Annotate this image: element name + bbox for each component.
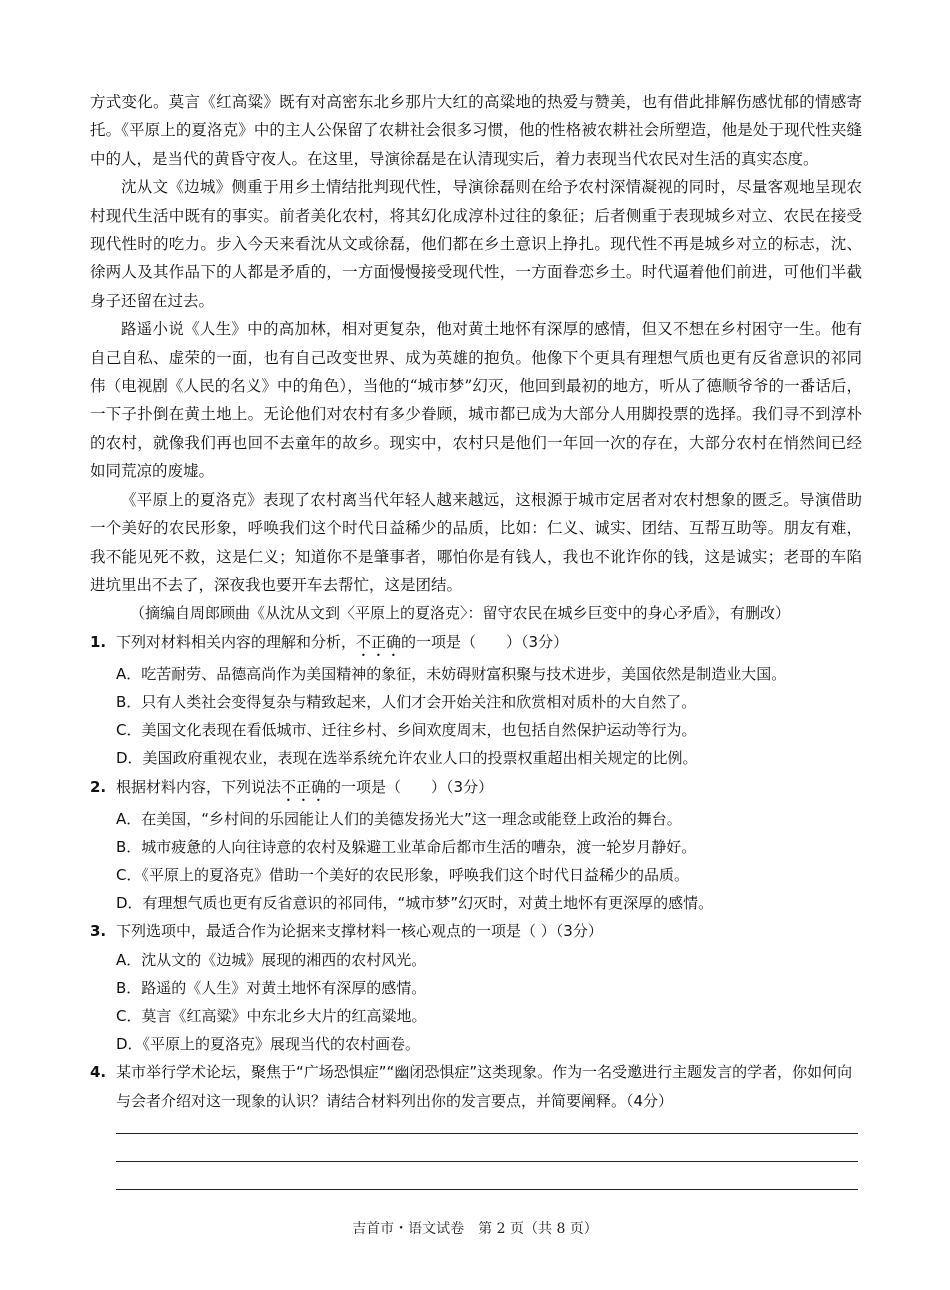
question-2-stem-b: 的一项是（ ）（3分）: [326, 777, 494, 796]
question-1-option-b[interactable]: B．只有人类社会变得复杂与精致起来，人们才会开始关注和欣赏相对质朴的大自然了。: [116, 692, 697, 711]
question-1-number: 1.: [90, 632, 107, 651]
question-4-number: 4.: [90, 1063, 107, 1082]
question-4-text: 某市举行学术论坛，聚焦于“广场恐惧症”“幽闭恐惧症”这类现象。作为一名受邀进行主题发言的学者，你如何向与会者介绍对这一现象的认识？请结合材料列出你的发言要点，并简要阐释。（4分）: [116, 1063, 853, 1110]
question-2: [90, 773, 862, 918]
question-2-option-d[interactable]: D．有理想气质也更有反省意识的祁同伟，“城市梦”幻灭时，对黄土地怀有更深厚的感情。: [116, 894, 714, 913]
passage-paragraph-1: 方式变化。莫言《红高粱》既有对高密东北乡那片大红的高粱地的热爱与赞美，也有借此排解伤感忧郁的情感寄托。《平原上的夏洛克》中的主人公保留了农耕社会很多习惯，他的性格被农耕社会所塑造，他是处于现代性夹缝中的人，是当代的黄昏守夜人。在这里，导演徐磊是在认清现实后，着力表现当代农民对生活的真实态度。: [90, 93, 862, 168]
question-3-number: 3.: [90, 922, 107, 941]
passage-source: （摘编自周郎顾曲《从沈从文到〈平原上的夏洛克〉：留守农民在城乡巨变中的身心矛盾》，有删改）: [130, 604, 791, 623]
exam-page: [90, 88, 862, 1190]
question-3-option-c[interactable]: C．莫言《红高粱》中东北乡大片的红高粱地。: [116, 1006, 427, 1025]
question-1-emphasis: 不正确: [356, 632, 402, 651]
question-2-number: 2.: [90, 777, 107, 796]
page-footer: 吉首市・语文试卷 第 2 页（共 8 页）: [352, 1221, 598, 1237]
question-1-option-c[interactable]: C．美国文化表现在看低城市、迁往乡村、乡间欢度周末，也包括自然保护运动等行为。: [116, 721, 697, 740]
question-3-option-a[interactable]: A．沈从文的《边城》展现的湘西的农村风光。: [116, 950, 427, 969]
question-4: [90, 1058, 862, 1189]
question-3-text: 下列选项中，最适合作为论据来支撑材料一核心观点的一项是（ ）（3分）: [116, 922, 603, 941]
question-1-stem: [90, 628, 862, 660]
question-4-stem: [90, 1058, 862, 1114]
question-2-option-b[interactable]: B．城市疲惫的人向往诗意的农村及躲避工业革命后都市生活的嘈杂，渡一轮岁月静好。: [116, 837, 697, 856]
question-2-option-c[interactable]: C．《平原上的夏洛克》借助一个美好的农民形象，呼唤我们这个时代日益稀少的品质。: [116, 865, 689, 884]
question-2-option-a[interactable]: A．在美国，“乡村间的乐园能让人们的美德发扬光大”这一理念或能登上政治的舞台。: [116, 809, 682, 828]
question-1-option-a[interactable]: A．吃苦耐劳、品德高尚作为美国精神的象征，未妨碍财富积聚与技术进步，美国依然是制造业大国。: [116, 664, 787, 683]
question-1-stem-b: 的一项是（ ）（3分）: [401, 632, 569, 651]
question-1-stem-a: 下列对材料相关内容的理解和分析，: [116, 632, 357, 651]
question-1: [90, 628, 862, 773]
question-1-option-d[interactable]: D．美国政府重视农业，表现在选举系统允许农业人口的投票权重超出相关规定的比例。: [116, 749, 698, 768]
answer-line-3[interactable]: [116, 1189, 858, 1190]
question-3-option-d[interactable]: D．《平原上的夏洛克》展现当代的农村画卷。: [116, 1035, 421, 1054]
question-3: [90, 917, 862, 1058]
question-2-emphasis: 不正确: [281, 777, 327, 796]
question-2-stem: [90, 773, 862, 805]
passage-paragraph-3: 路遥小说《人生》中的高加林，相对更复杂，他对黄土地怀有深厚的感情，但又不想在乡村困守一生。他有自己自私、虚荣的一面，也有自己改变世界、成为英雄的抱负。他像下个更具有理想气质也更有反省意识的祁同伟（电视剧《人民的名义》中的角色），当他的“城市梦”幻灭，他回到最初的地方，听从了德顺爷爷的一番话后，一下子扑倒在黄土地上。无论他们对农村有多少眷顾，城市都已成为大部分人用脚投票的选择。我们寻不到淳朴的农村，就像我们再也回不去童年的故乡。现实中，农村只是他们一年回一次的存在，大部分农村在悄然间已经如同荒凉的废墟。: [90, 320, 862, 481]
passage-paragraph-4: 《平原上的夏洛克》表现了农村离当代年轻人越来越远，这根源于城市定居者对农村想象的匮乏。导演借助一个美好的农民形象，呼唤我们这个时代日益稀少的品质，比如：仁义、诚实、团结、互帮互助等。朋友有难，我不能见死不救，这是仁义；知道你不是肇事者，哪怕你是有钱人，我也不讹诈你的钱，这是诚实；老哥的车陷进坑里出不去了，深夜我也要开车去帮忙，这是团结。: [90, 490, 862, 594]
question-3-option-b[interactable]: B．路遥的《人生》对黄土地怀有深厚的感情。: [116, 978, 427, 997]
question-2-stem-a: 根据材料内容，下列说法: [116, 777, 282, 796]
question-3-stem: [90, 917, 862, 945]
passage-paragraph-2: 沈从文《边城》侧重于用乡土情结批判现代性，导演徐磊则在给予农村深情凝视的同时，尽量客观地呈现农村现代生活中既有的事实。前者美化农村，将其幻化成淳朴过往的象征；后者侧重于表现城乡对立、农民在接受现代性时的吃力。步入今天来看沈从文或徐磊，他们都在乡土意识上挣扎。现代性不再是城乡对立的标志，沈、徐两人及其作品下的人都是矛盾的，一方面慢慢接受现代性，一方面眷恋乡土。时代逼着他们前进，可他们半截身子还留在过去。: [90, 178, 862, 310]
